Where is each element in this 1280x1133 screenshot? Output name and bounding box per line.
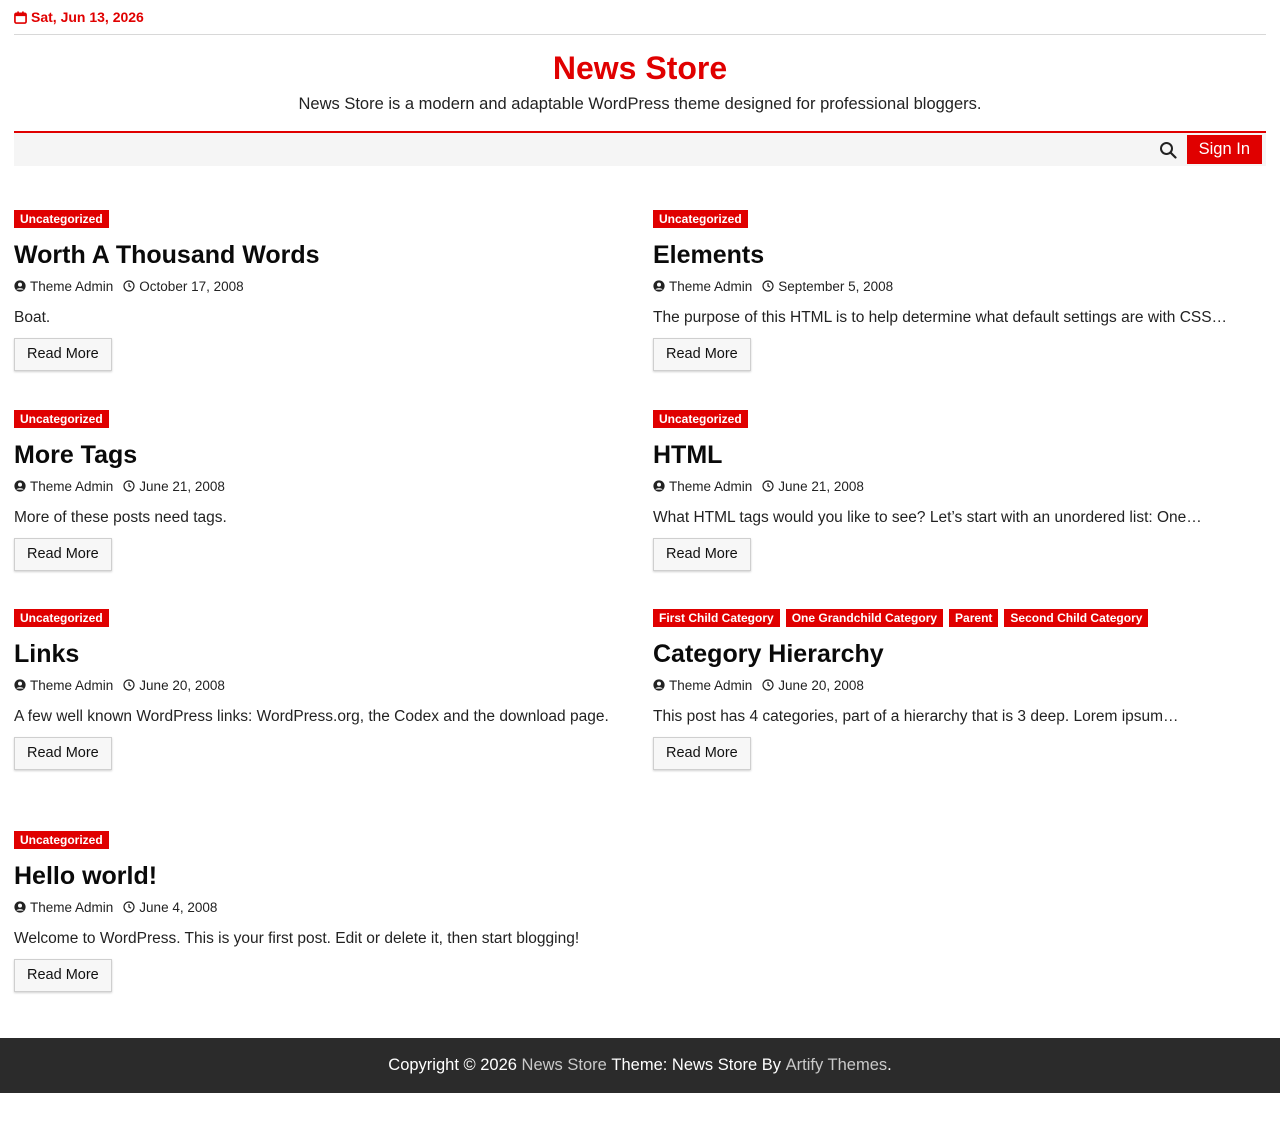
post-categories (653, 410, 1268, 428)
post-title[interactable]: More Tags (14, 441, 138, 469)
search-button[interactable] (1153, 135, 1183, 165)
post-excerpt: What HTML tags would you like to see? Let’s start with an unordered list: One… (653, 509, 1202, 526)
user-icon (653, 679, 665, 691)
clock-icon (762, 679, 774, 691)
footer-author-link[interactable]: Artify Themes (785, 1056, 888, 1074)
site-tagline: News Store is a modern and adaptable WordPress theme designed for professional bloggers. (298, 95, 982, 113)
user-icon (14, 280, 26, 292)
read-more-button[interactable]: Read More (653, 338, 751, 371)
copyright-text: Copyright © 2026 (388, 1056, 517, 1074)
read-more-button[interactable]: Read More (653, 737, 751, 770)
clock-icon (123, 280, 135, 292)
post-card (14, 410, 629, 571)
post-meta (653, 477, 1268, 495)
post-card (653, 410, 1268, 571)
current-date (14, 9, 144, 25)
post-author[interactable]: Theme Admin (30, 899, 114, 915)
post-date[interactable]: June 20, 2008 (778, 677, 864, 693)
read-more-button[interactable]: Read More (14, 959, 112, 992)
category-badge[interactable]: One Grandchild Category (786, 609, 943, 627)
post-author[interactable]: Theme Admin (669, 278, 753, 294)
post-card (653, 210, 1268, 371)
search-icon (1159, 141, 1177, 159)
theme-credit-text: Theme: News Store By (611, 1056, 782, 1074)
post-excerpt: Welcome to WordPress. This is your first post. Edit or delete it, then start blogging! (14, 930, 580, 947)
category-badge[interactable]: Second Child Category (1004, 609, 1148, 627)
post-card (653, 609, 1268, 770)
site-footer (0, 1038, 1280, 1093)
post-meta (14, 277, 629, 295)
post-title[interactable]: HTML (653, 441, 723, 469)
top-bar (14, 0, 1266, 35)
post-date[interactable]: October 17, 2008 (139, 278, 244, 294)
category-badge[interactable]: Uncategorized (653, 410, 748, 428)
clock-icon (123, 480, 135, 492)
clock-icon (123, 901, 135, 913)
site-title[interactable]: News Store (552, 50, 728, 86)
calendar-icon (14, 11, 27, 24)
sign-in-button[interactable]: Sign In (1187, 135, 1262, 164)
category-badge[interactable]: Uncategorized (14, 609, 109, 627)
post-categories (14, 210, 629, 228)
category-badge[interactable]: Uncategorized (14, 831, 109, 849)
footer-period: . (887, 1056, 892, 1074)
post-meta (14, 676, 629, 694)
category-badge[interactable]: First Child Category (653, 609, 780, 627)
clock-icon (762, 480, 774, 492)
post-author[interactable]: Theme Admin (669, 478, 753, 494)
category-badge[interactable]: Uncategorized (14, 410, 109, 428)
user-icon (14, 480, 26, 492)
post-date[interactable]: June 4, 2008 (139, 899, 218, 915)
post-categories (14, 410, 629, 428)
user-icon (14, 901, 26, 913)
user-icon (653, 280, 665, 292)
post-card (14, 210, 629, 371)
post-excerpt: Boat. (14, 309, 51, 326)
post-date[interactable]: June 20, 2008 (139, 677, 225, 693)
category-badge[interactable]: Uncategorized (653, 210, 748, 228)
post-excerpt: More of these posts need tags. (14, 509, 227, 526)
category-badge[interactable]: Parent (949, 609, 998, 627)
post-title[interactable]: Hello world! (14, 862, 158, 890)
post-excerpt: This post has 4 categories, part of a hierarchy that is 3 deep. Lorem ipsum… (653, 708, 1179, 725)
post-meta (653, 676, 1268, 694)
post-title[interactable]: Links (14, 640, 80, 668)
post-date[interactable]: June 21, 2008 (139, 478, 225, 494)
date-text: Sat, Jun 13, 2026 (31, 9, 144, 25)
read-more-button[interactable]: Read More (14, 737, 112, 770)
clock-icon (123, 679, 135, 691)
post-meta (14, 898, 629, 916)
post-card (14, 609, 629, 770)
post-author[interactable]: Theme Admin (669, 677, 753, 693)
post-card (14, 831, 629, 992)
post-title[interactable]: Worth A Thousand Words (14, 241, 320, 269)
post-author[interactable]: Theme Admin (30, 278, 114, 294)
post-categories (653, 210, 1268, 228)
post-meta (653, 277, 1268, 295)
user-icon (14, 679, 26, 691)
post-title[interactable]: Category Hierarchy (653, 640, 884, 668)
post-title[interactable]: Elements (653, 241, 765, 269)
post-author[interactable]: Theme Admin (30, 478, 114, 494)
post-categories (653, 609, 1268, 627)
post-excerpt: A few well known WordPress links: WordPress.org, the Codex and the download page. (14, 708, 609, 725)
category-badge[interactable]: Uncategorized (14, 210, 109, 228)
read-more-button[interactable]: Read More (653, 538, 751, 571)
read-more-button[interactable]: Read More (14, 538, 112, 571)
footer-site-link[interactable]: News Store (521, 1056, 607, 1074)
post-categories (14, 831, 629, 849)
user-icon (653, 480, 665, 492)
clock-icon (762, 280, 774, 292)
post-excerpt: The purpose of this HTML is to help determine what default settings are with CSS… (653, 309, 1228, 326)
read-more-button[interactable]: Read More (14, 338, 112, 371)
post-author[interactable]: Theme Admin (30, 677, 114, 693)
post-categories (14, 609, 629, 627)
post-date[interactable]: June 21, 2008 (778, 478, 864, 494)
post-date[interactable]: September 5, 2008 (778, 278, 894, 294)
main-navigation (14, 131, 1266, 166)
post-meta (14, 477, 629, 495)
